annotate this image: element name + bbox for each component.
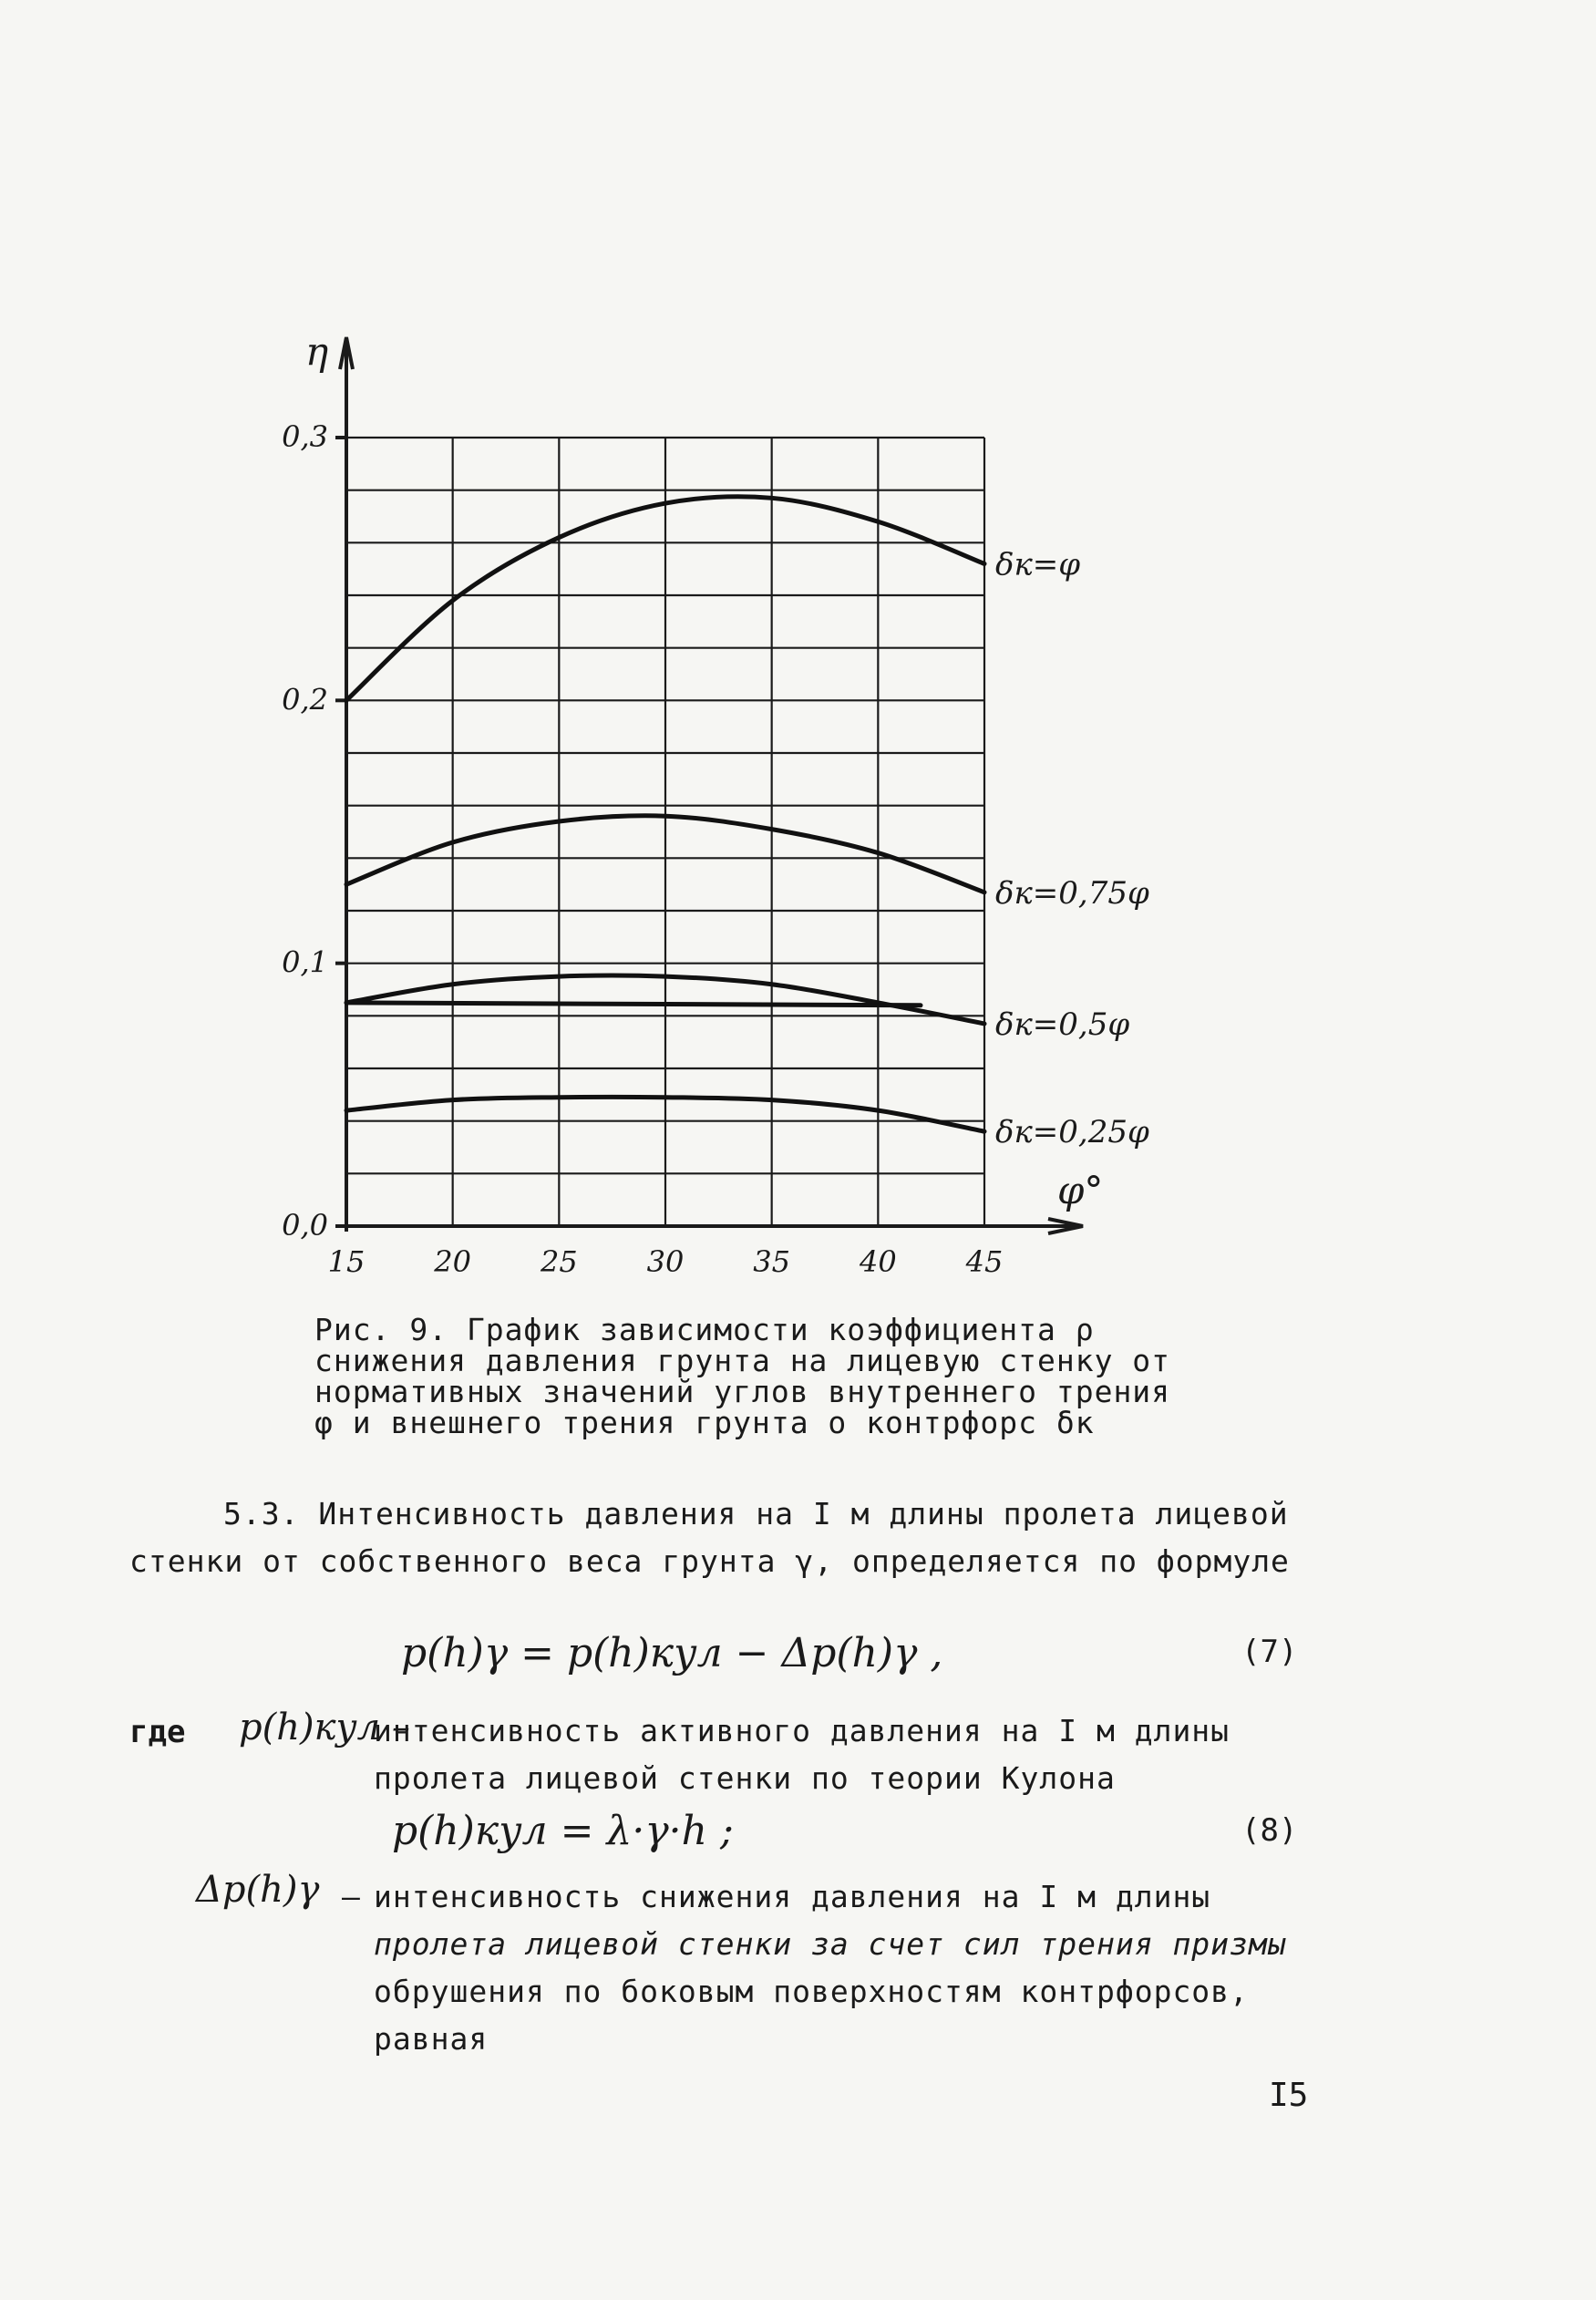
series-label: δк=0,5φ [995, 1006, 1130, 1043]
reference-line [346, 1003, 921, 1006]
definition-2-line-3: обрушения по боковым поверхностям контрфорсов, [374, 1974, 1249, 2009]
definition-2-line-4: равная [374, 2021, 489, 2057]
y-tick-label: 0,2 [282, 682, 328, 717]
paragraph-line-2: стенки от собственного веса грунта γ, определяется по формуле [129, 1543, 1290, 1579]
page-number: I5 [1269, 2077, 1309, 2114]
formula-8: p(h)кул = λ·γ·h ; [392, 1808, 734, 1854]
caption-line-2: снижения давления грунта на лицевую стенку от [314, 1343, 1171, 1378]
y-tick-label: 0,1 [282, 944, 328, 980]
chart-labels [282, 329, 1149, 1279]
x-tick-label: 35 [753, 1244, 791, 1279]
where-label: где [129, 1714, 186, 1750]
y-tick-label: 0,3 [282, 419, 328, 454]
formula-8-number: (8) [1241, 1812, 1298, 1849]
series-label: δк=0,75φ [995, 874, 1149, 912]
symbol-delta-p: Δp(h)γ [196, 1869, 320, 1911]
caption-line-4: φ и внешнего трения грунта о контрфорс δк [314, 1405, 1095, 1440]
paragraph-line-1: 5.3. Интенсивность давления на I м длины пролета лицевой [223, 1496, 1289, 1532]
x-tick-label: 40 [859, 1244, 897, 1279]
definition-1-line-1: интенсивность активного давления на I м длины [374, 1713, 1230, 1748]
series-label: δк=0,25φ [995, 1114, 1149, 1151]
caption-line-1: Рис. 9. График зависимости коэффициента ρ [314, 1312, 1095, 1347]
x-tick-label: 20 [434, 1244, 472, 1279]
y-tick-label: 0,0 [282, 1208, 328, 1243]
definition-1-line-2: пролета лицевой стенки по теории Кулона [374, 1760, 1116, 1796]
x-tick-label: 15 [327, 1244, 366, 1279]
definition-2-line-2: пролета лицевой стенки за счет сил трения призмы [374, 1926, 1287, 1962]
definition-2-dash: – [342, 1879, 361, 1914]
x-axis-label: φ° [1057, 1168, 1104, 1212]
definition-2-line-1: интенсивность снижения давления на I м длины [374, 1879, 1211, 1914]
x-tick-label: 30 [646, 1244, 685, 1279]
series-label: δк=φ [995, 546, 1081, 583]
chart-grid [346, 438, 984, 1226]
symbol-p-kul: p(h)кул – [239, 1707, 410, 1748]
figure-caption [314, 1312, 1180, 1440]
formula-7-number: (7) [1241, 1634, 1298, 1670]
formula-7: p(h)γ = p(h)кул − Δp(h)γ , [401, 1630, 943, 1676]
x-tick-label: 45 [965, 1244, 1004, 1279]
x-tick-label: 25 [540, 1244, 578, 1279]
caption-line-3: нормативных значений углов внутреннего трения [314, 1374, 1171, 1409]
y-axis-label: η [305, 329, 329, 374]
